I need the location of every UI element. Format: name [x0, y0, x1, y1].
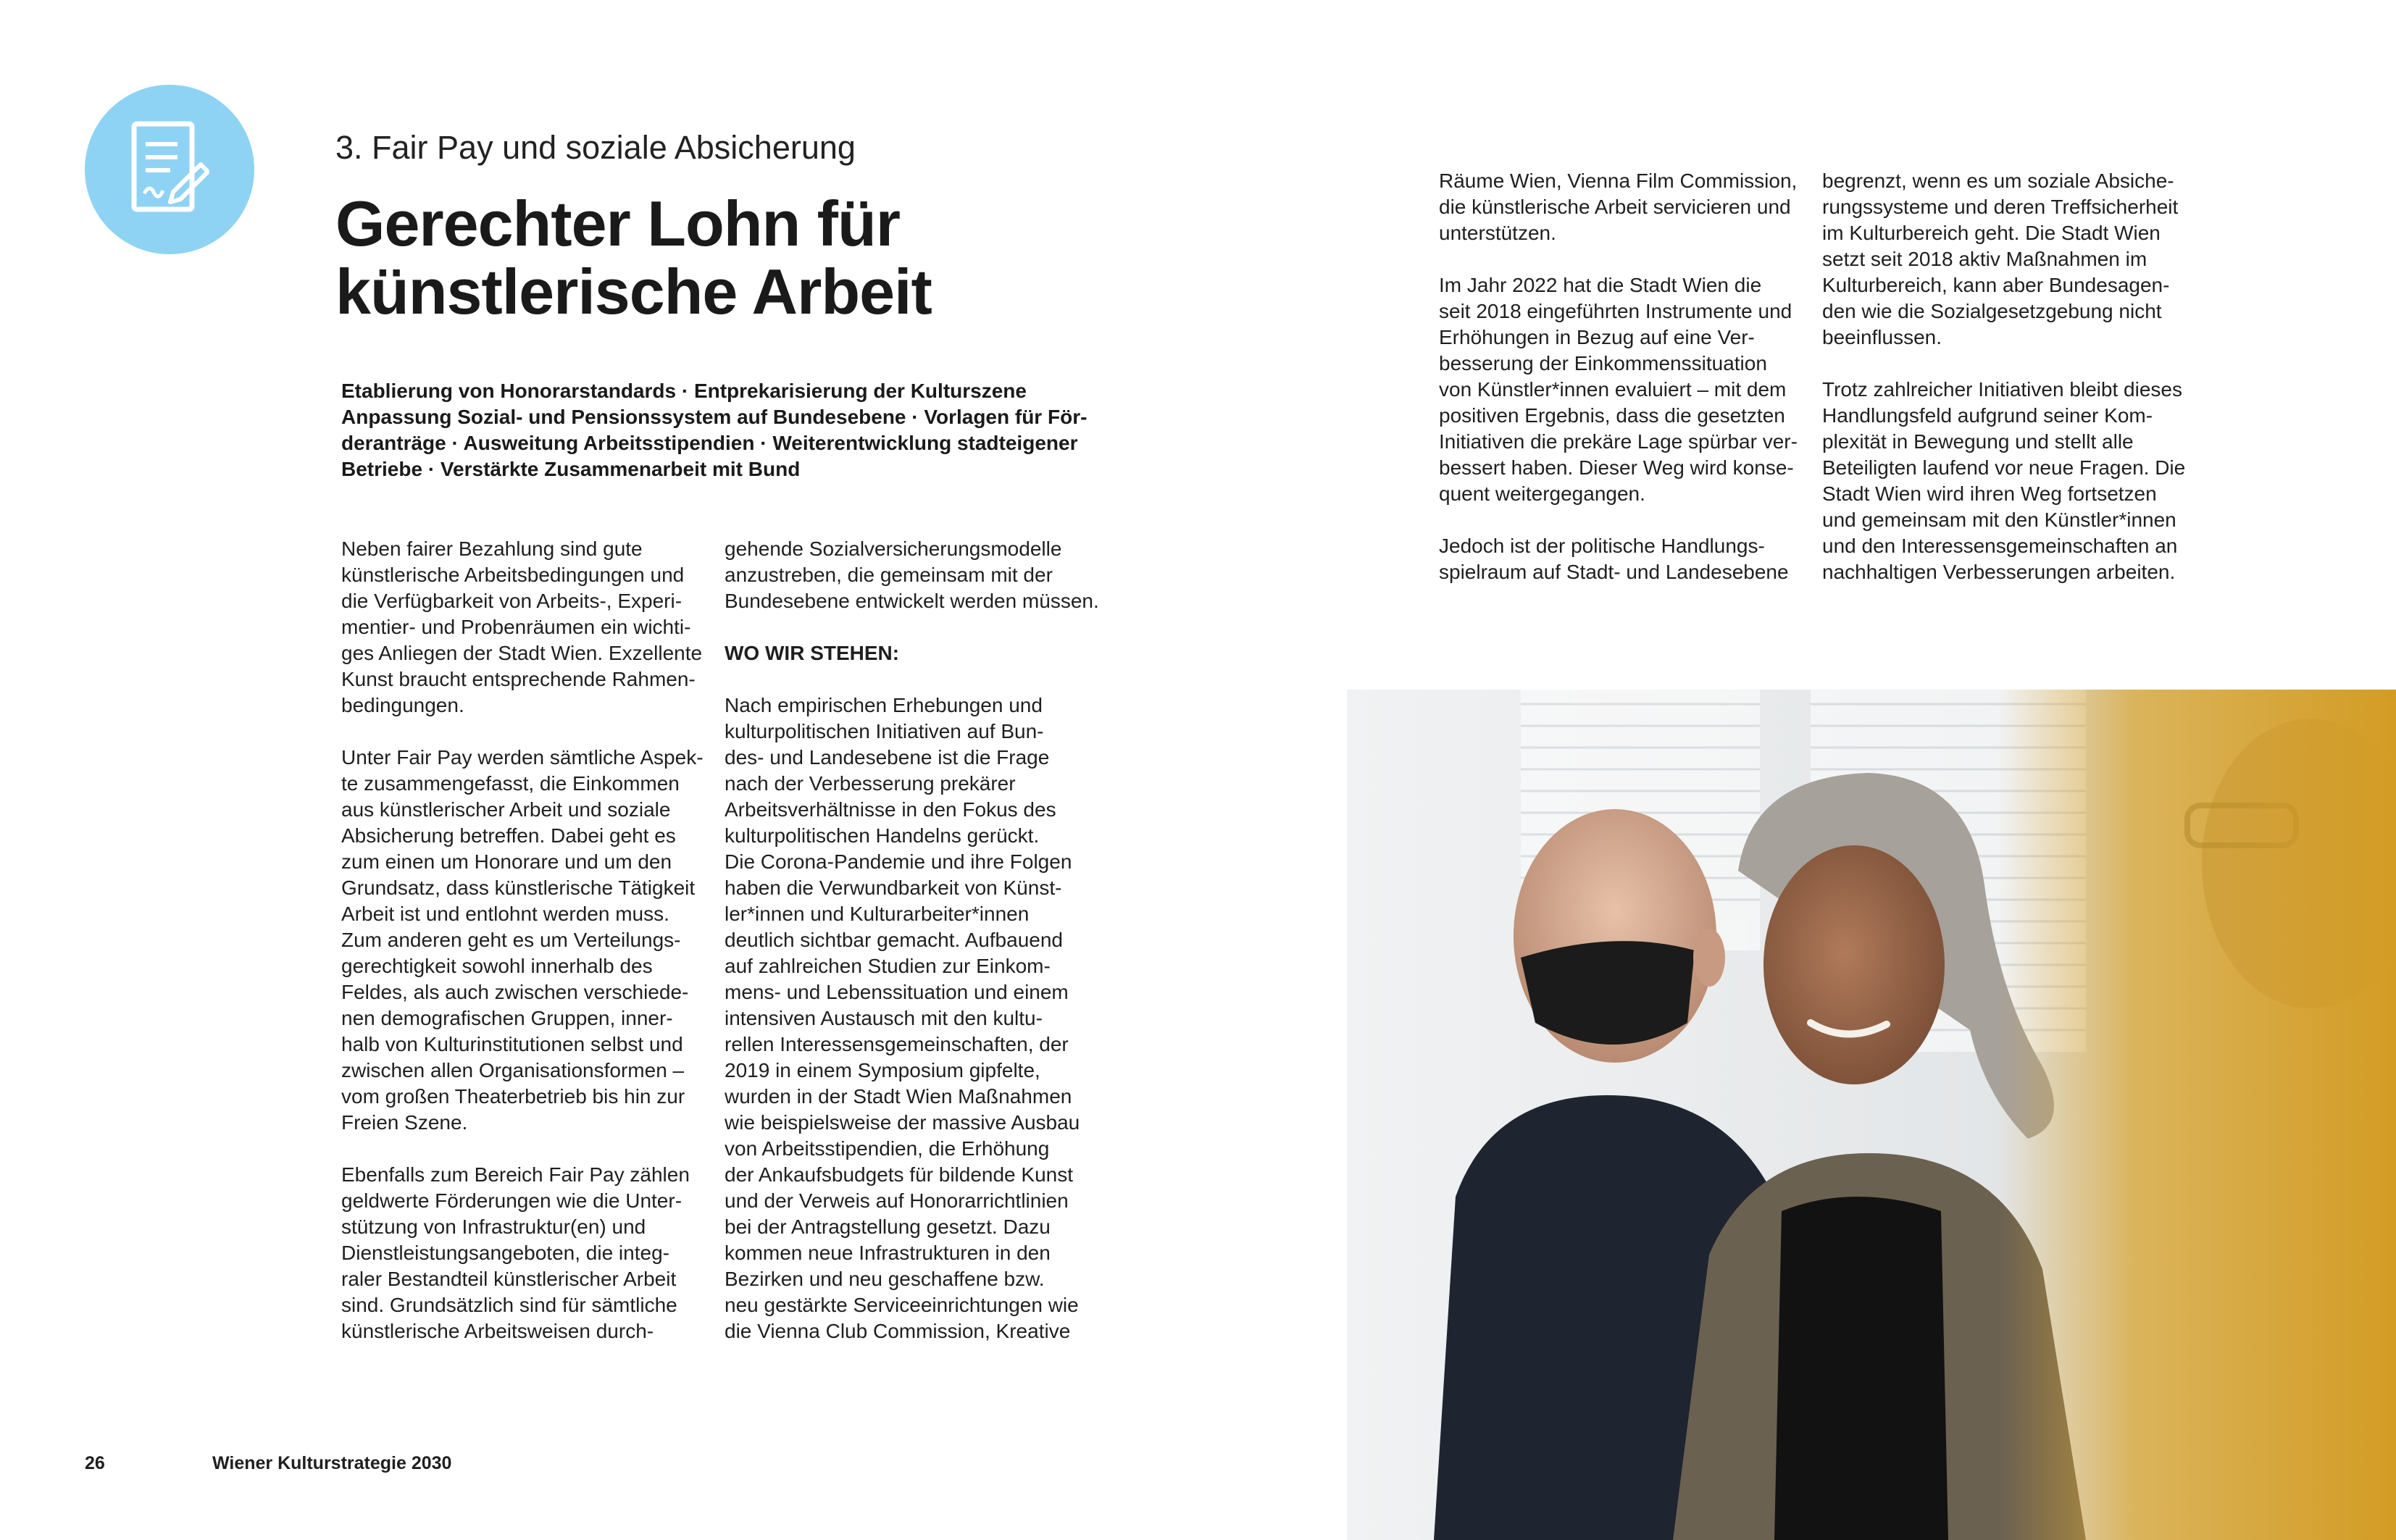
text-line: Bezirken und neu geschaffene bzw.	[725, 1268, 1045, 1290]
text-line: die Verfügbarkeit von Arbeits-, Experi-	[341, 590, 683, 612]
text-line: des- und Landesebene ist die Frage	[725, 746, 1050, 769]
text-line: spielraum auf Stadt- und Landesebene	[1439, 561, 1789, 583]
text-line: Arbeitsverhältnisse in den Fokus des	[725, 798, 1056, 821]
text-line: rungssysteme und deren Treffsicherheit	[1822, 196, 2179, 218]
text-line: Feldes, als auch zwischen verschiede-	[341, 981, 689, 1003]
text-line: rellen Interessensgemeinschaften, der	[725, 1033, 1069, 1055]
text-line: bedingungen.	[341, 694, 464, 716]
text-line: bessert haben. Dieser Weg wird konse-	[1439, 456, 1794, 479]
text-line: gehende Sozialversicherungsmodelle	[725, 537, 1062, 560]
text-line: positiven Ergebnis, dass die gesetzten	[1439, 404, 1785, 427]
title-line: künstlerische Arbeit	[335, 256, 932, 327]
text-line: künstlerische Arbeitsweisen durch-	[341, 1320, 654, 1342]
text-line: halb von Kulturinstitutionen selbst und	[341, 1033, 683, 1055]
text-line: haben die Verwundbarkeit von Künst-	[725, 876, 1062, 899]
section-badge	[85, 85, 254, 254]
text-line: ler*innen und Kulturarbeiter*innen	[725, 903, 1030, 925]
text-line: Beteiligten laufend vor neue Fragen. Die	[1822, 456, 2186, 479]
text-line: beeinflussen.	[1822, 326, 1942, 348]
text-line: unterstützen.	[1439, 222, 1556, 244]
text-line: und den Interessensgemeinschaften an	[1822, 535, 2178, 557]
text-line: sind. Grundsätzlich sind für sämtliche	[341, 1294, 677, 1316]
text-line: kulturpolitischen Initiativen auf Bun-	[725, 720, 1044, 742]
document-signature-icon	[130, 120, 209, 221]
text-line: Handlungsfeld aufgrund seiner Kom-	[1822, 404, 2153, 427]
text-line: Erhöhungen in Bezug auf eine Ver-	[1439, 326, 1755, 348]
text-line: Kunst braucht entsprechende Rahmen-	[341, 668, 696, 690]
text-line: den wie die Sozialgesetzgebung nicht	[1822, 300, 2162, 322]
text-line: seit 2018 eingeführten Instrumente und	[1439, 300, 1792, 322]
text-line: Trotz zahlreicher Initiativen bleibt dieses	[1822, 378, 2182, 401]
text-line: die künstlerische Arbeit servicieren und	[1439, 196, 1791, 218]
text-line: im Kulturbereich geht. Die Stadt Wien	[1822, 222, 2161, 244]
page-number: 26	[85, 1453, 105, 1473]
text-line: Nach empirischen Erhebungen und	[725, 694, 1043, 716]
text-line: Arbeit ist und entlohnt werden muss.	[341, 903, 669, 925]
text-line: kulturpolitischen Handelns gerückt.	[725, 824, 1040, 847]
text-line: Initiativen die prekäre Lage spürbar ver-	[1439, 430, 1798, 453]
text-line: zum einen um Honorare und um den	[341, 850, 672, 873]
text-line: stützung von Infrastruktur(en) und	[341, 1215, 646, 1238]
text-line: begrenzt, wenn es um soziale Absiche-	[1822, 170, 2174, 192]
text-line: Kulturbereich, kann aber Bundesagen-	[1822, 274, 2170, 296]
text-column-3	[1439, 168, 1798, 585]
subheading: WO WIR STEHEN:	[725, 642, 900, 664]
text-column-1	[341, 536, 704, 1344]
text-line: nen demografischen Gruppen, inner-	[341, 1007, 673, 1029]
lead-line: Betriebe · Verstärkte Zusammenarbeit mit Bund	[341, 458, 801, 480]
text-line: von Arbeitsstipendien, die Erhöhung	[725, 1137, 1050, 1160]
text-line: der Ankaufsbudgets für bildende Kunst	[725, 1163, 1074, 1186]
text-line: Unter Fair Pay werden sämtliche Aspek-	[341, 746, 704, 769]
text-line: raler Bestandteil künstlerischer Arbeit	[341, 1268, 677, 1290]
text-line: deutlich sichtbar gemacht. Aufbauend	[725, 929, 1063, 951]
text-line: mens- und Lebenssituation und einem	[725, 981, 1069, 1003]
text-line: plexität in Bewegung und stellt alle	[1822, 430, 2134, 453]
text-line: setzt seit 2018 aktiv Maßnahmen im	[1822, 248, 2147, 270]
text-line: wurden in der Stadt Wien Maßnahmen	[725, 1085, 1072, 1108]
text-line: Neben fairer Bezahlung sind gute	[341, 537, 643, 560]
text-line: quent weitergegangen.	[1439, 482, 1645, 505]
text-line: aus künstlerischer Arbeit und soziale	[341, 798, 671, 821]
lead-line: deranträge · Ausweitung Arbeitsstipendien · Weiterentwicklung stadteigener	[341, 432, 1078, 454]
section-label: 3. Fair Pay und soziale Absicherung	[335, 129, 856, 166]
text-line: ges Anliegen der Stadt Wien. Exzellente	[341, 642, 703, 664]
text-line: Zum anderen geht es um Verteilungs-	[341, 929, 681, 951]
text-line: anzustreben, die gemeinsam mit der	[725, 564, 1053, 586]
text-line: Stadt Wien wird ihren Weg fortsetzen	[1822, 482, 2157, 505]
text-line: te zusammengefasst, die Einkommen	[341, 772, 680, 795]
text-line: Im Jahr 2022 hat die Stadt Wien die	[1439, 274, 1762, 296]
text-line: künstlerische Arbeitsbedingungen und	[341, 564, 685, 586]
photo-people-meeting	[1347, 690, 2396, 1540]
text-line: 2019 in einem Symposium gipfelte,	[725, 1059, 1040, 1081]
publication-title: Wiener Kulturstrategie 2030	[212, 1453, 452, 1473]
text-line: Grundsatz, dass künstlerische Tätigkeit	[341, 876, 696, 899]
lead-keywords	[341, 378, 1095, 482]
text-line: und gemeinsam mit den Künstler*innen	[1822, 509, 2176, 531]
text-line: gerechtigkeit sowohl innerhalb des	[341, 955, 653, 977]
text-line: Ebenfalls zum Bereich Fair Pay zählen	[341, 1163, 690, 1186]
text-line: besserung der Einkommenssituation	[1439, 352, 1767, 374]
text-line: mentier- und Probenräumen ein wichti-	[341, 616, 691, 638]
text-line: bei der Antragstellung gesetzt. Dazu	[725, 1215, 1051, 1238]
text-line: nachhaltigen Verbesserungen arbeiten.	[1822, 561, 2176, 583]
title-line: Gerechter Lohn für	[335, 188, 900, 259]
lead-line: Etablierung von Honorarstandards · Entprekarisierung der Kulturszene	[341, 380, 1027, 402]
text-line: neu gestärkte Serviceeinrichtungen wie	[725, 1294, 1079, 1316]
text-line: die Vienna Club Commission, Kreative	[725, 1320, 1071, 1342]
text-line: Dienstleistungsangeboten, die integ-	[341, 1242, 669, 1264]
text-line: Die Corona-Pandemie und ihre Folgen	[725, 850, 1072, 873]
text-line: auf zahlreichen Studien zur Einkom-	[725, 955, 1051, 977]
text-line: geldwerte Förderungen wie die Unter-	[341, 1189, 683, 1212]
page-title	[335, 190, 932, 326]
text-line: intensiven Austausch mit den kultu-	[725, 1007, 1043, 1029]
text-line: Bundesebene entwickelt werden müssen.	[725, 590, 1099, 612]
text-line: kommen neue Infrastrukturen in den	[725, 1242, 1051, 1264]
lead-line: Anpassung Sozial- und Pensionssystem auf Bundesebene · Vorlagen für För-	[341, 406, 1088, 428]
text-line: von Künstler*innen evaluiert – mit dem	[1439, 378, 1787, 401]
text-line: Jedoch ist der politische Handlungs-	[1439, 535, 1765, 557]
text-column-4	[1822, 168, 2185, 585]
text-line: Räume Wien, Vienna Film Commission,	[1439, 170, 1798, 192]
text-line: und der Verweis auf Honorarrichtlinien	[725, 1189, 1069, 1212]
text-column-2	[725, 536, 1099, 1344]
text-line: wie beispielsweise der massive Ausbau	[725, 1111, 1080, 1134]
text-line: Absicherung betreffen. Dabei geht es	[341, 824, 676, 847]
text-line: nach der Verbesserung prekärer	[725, 772, 1016, 795]
text-line: Freien Szene.	[341, 1111, 468, 1134]
text-line: zwischen allen Organisationsformen –	[341, 1059, 685, 1081]
text-line: vom großen Theaterbetrieb bis hin zur	[341, 1085, 685, 1108]
